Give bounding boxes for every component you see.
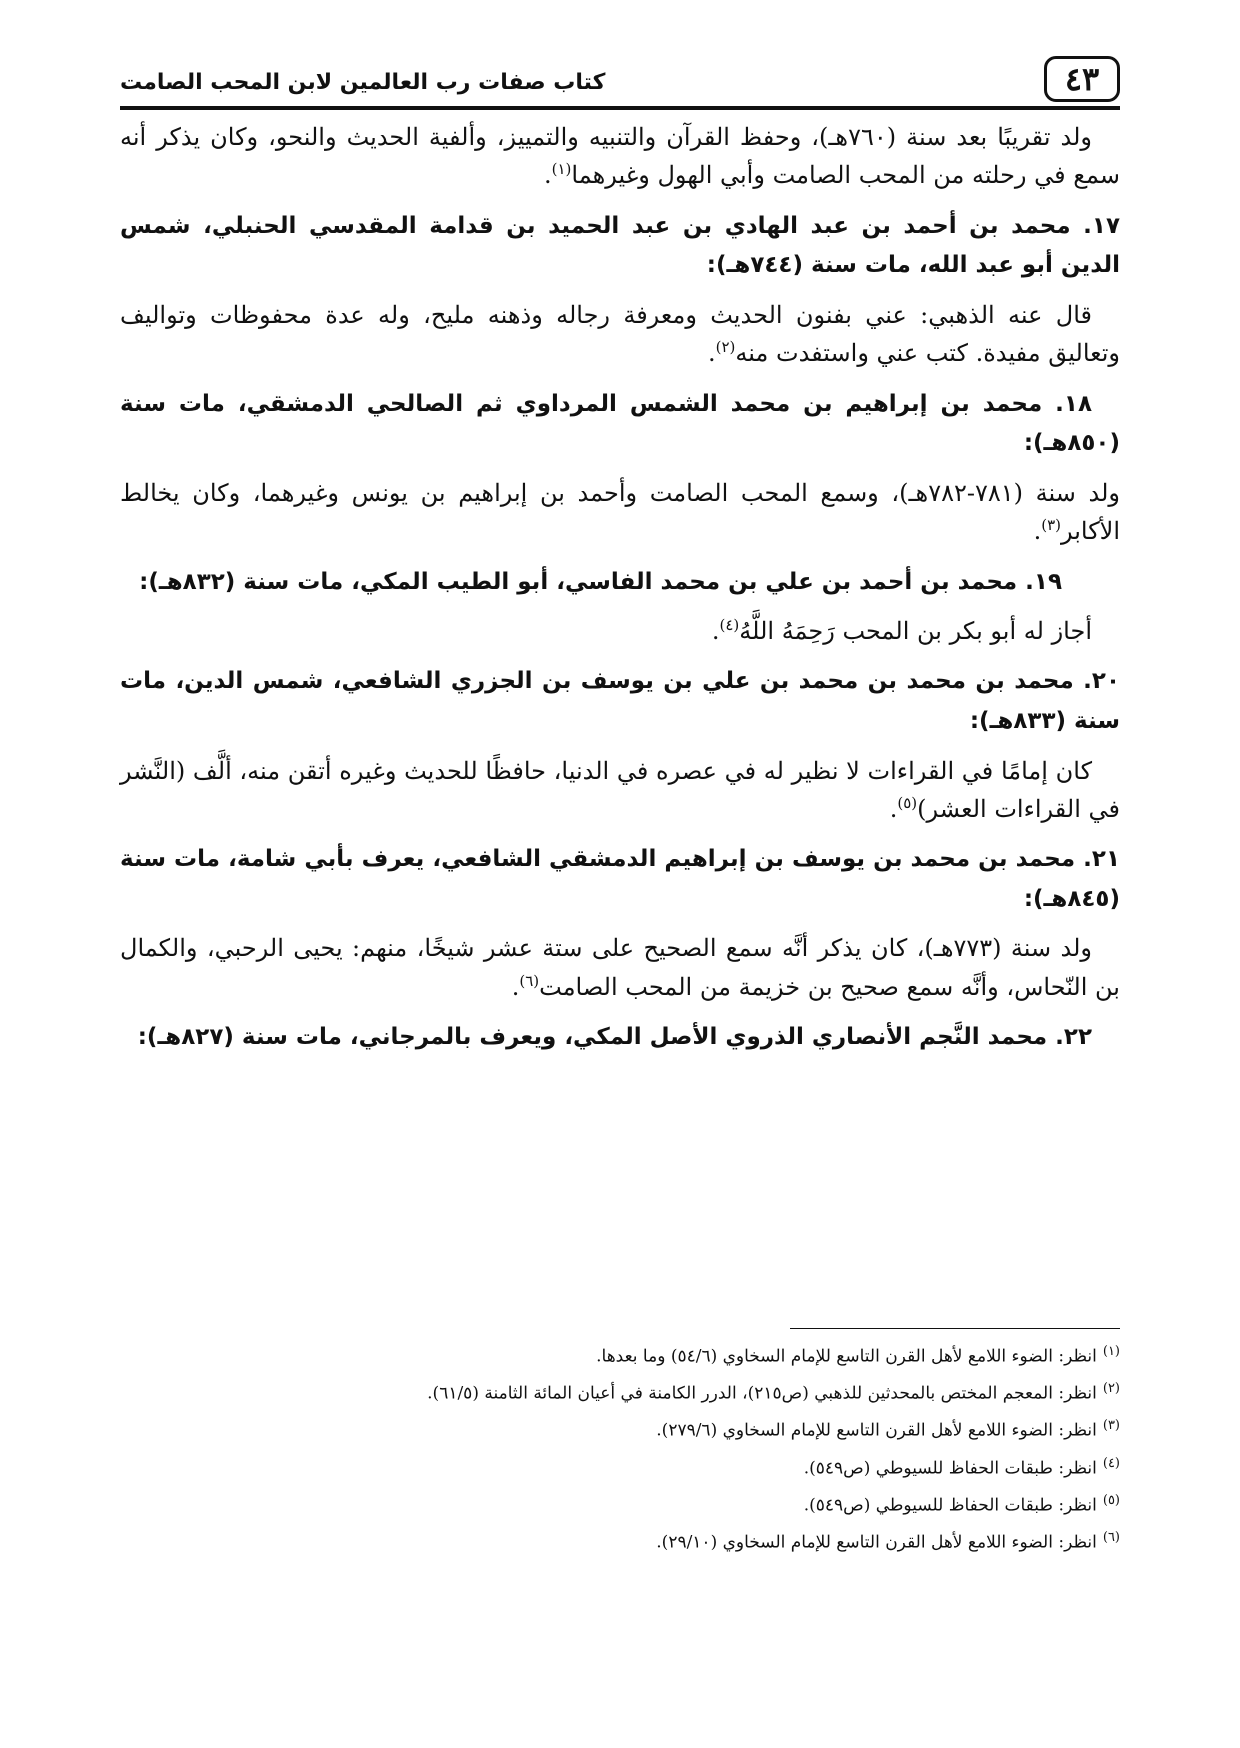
footnote-ref-1: (١): [551, 160, 572, 179]
paragraph-end: .: [543, 161, 552, 190]
running-title: كتاب صفات رب العالمين لابن المحب الصامت: [120, 70, 606, 95]
footnote-number: (٢): [1102, 1381, 1120, 1397]
footnote-number: (٣): [1102, 1418, 1120, 1434]
footnote-separator: [790, 1328, 1120, 1329]
entry-text-20: [120, 752, 1120, 829]
footnote-text: انظر: الضوء اللامع لأهل القرن التاسع للإمام السخاوي (٥٤/٦) وما بعدها.: [596, 1346, 1097, 1367]
footnote-ref-5: (٥): [897, 793, 918, 812]
footnote-number: (٤): [1102, 1455, 1120, 1471]
paragraph-text: ولد سنة (٧٨١-٧٨٢هـ)، وسمع المحب الصامت وأحمد بن إبراهيم بن يونس وغيرهما، وكان يخالط الأكابر: [120, 478, 1120, 546]
footnote-text: انظر: الضوء اللامع لأهل القرن التاسع للإمام السخاوي (٢٧٩/٦).: [656, 1421, 1097, 1442]
footnote-4: [120, 1450, 1120, 1487]
footnote-number: (٥): [1102, 1492, 1120, 1508]
footnote-2: [120, 1375, 1120, 1412]
footnote-ref-6: (٦): [519, 971, 540, 990]
entry-heading-17: ١٧. محمد بن أحمد بن عبد الهادي بن عبد الحميد بن قدامة المقدسي الحنبلي، شمس الدين أبو عبد الله، مات سنة (٧٤٤هـ):: [120, 212, 1120, 279]
footnotes: [120, 1338, 1120, 1561]
footnote-ref-3: (٣): [1041, 516, 1061, 535]
entry-heading-18: ١٨. محمد بن إبراهيم بن محمد الشمس المرداوي ثم الصالحي الدمشقي، مات سنة (٨٥٠هـ):: [120, 390, 1120, 457]
paragraph-end: .: [707, 339, 716, 368]
paragraph-text: ولد تقريبًا بعد سنة (٧٦٠هـ)، وحفظ القرآن والتنبيه والتمييز، وألفية الحديث والنحو، وكان يذكر أنه سمع في رحلته من المحب الصامت وأبي الهول وغيرهما: [120, 123, 1120, 190]
paragraph-text: أجاز له أبو بكر بن المحب رَحِمَهُ اللَّهُ: [739, 617, 1092, 646]
entry-heading-22: ٢٢. محمد النَّجم الأنصاري الذروي الأصل المكي، ويعرف بالمرجاني، مات سنة (٨٢٧هـ):: [137, 1024, 1092, 1051]
footnote-ref-2: (٢): [715, 338, 736, 357]
footnote-1: [120, 1338, 1120, 1375]
footnote-text: انظر: الضوء اللامع لأهل القرن التاسع للإمام السخاوي (٢٩/١٠).: [656, 1532, 1097, 1553]
entry-heading-20: ٢٠. محمد بن محمد بن محمد بن علي بن يوسف بن الجزري الشافعي، شمس الدين، مات سنة (٨٣٣هـ):: [120, 668, 1120, 735]
footnote-6: [120, 1524, 1120, 1561]
footnote-text: انظر: طبقات الحفاظ للسيوطي (ص٥٤٩).: [803, 1495, 1097, 1516]
entry-text-19: [120, 612, 1120, 650]
paragraph-end: .: [511, 972, 520, 1001]
paragraph-intro: [120, 118, 1120, 195]
entry-text-21: [120, 929, 1120, 1006]
page-header: [120, 48, 1120, 114]
footnote-5: [120, 1487, 1120, 1524]
page-number: ٤٣: [1044, 56, 1120, 102]
main-text: [120, 118, 1120, 1068]
entry-heading-21: ٢١. محمد بن محمد بن يوسف بن إبراهيم الدمشقي الشافعي، يعرف بأبي شامة، مات سنة (٨٤٥هـ):: [120, 846, 1120, 912]
entry-text-17: [120, 296, 1120, 373]
paragraph-end: .: [711, 617, 720, 646]
paragraph-text: ولد سنة (٧٧٣هـ)، كان يذكر أنَّه سمع الصحيح على ستة عشر شيخًا، منهم: يحيى الرحبي، والكمال بن النّحاس، وأنَّه سمع صحيح بن خزيمة من المحب الصامت: [120, 934, 1120, 1001]
footnote-text: انظر: المعجم المختص بالمحدثين للذهبي (ص٢١٥)، الدرر الكامنة في أعيان المائة الثامنة (٦١/٥).: [427, 1383, 1097, 1404]
entry-text-18: [120, 474, 1120, 551]
paragraph-end: .: [889, 794, 898, 823]
paragraph-text: قال عنه الذهبي: عني بفنون الحديث ومعرفة رجاله وذهنه مليح، وله عدة محفوظات وتواليف وتعاليق مفيدة. كتب عني واستفدت منه: [120, 300, 1120, 368]
footnote-number: (١): [1102, 1344, 1120, 1359]
footnote-3: [120, 1412, 1120, 1449]
footnote-number: (٦): [1102, 1530, 1120, 1546]
entry-heading-19: ١٩. محمد بن أحمد بن علي بن محمد الفاسي، أبو الطيب المكي، مات سنة (٨٣٢هـ):: [139, 568, 1062, 595]
footnote-ref-4: (٤): [719, 616, 740, 635]
header-rule: [120, 106, 1120, 110]
paragraph-text: كان إمامًا في القراءات لا نظير له في عصره في الدنيا، حافظًا للحديث وغيره أتقن منه، ألَّف (النَّشر في القراءات العشر): [120, 756, 1120, 823]
footnote-text: انظر: طبقات الحفاظ للسيوطي (ص٥٤٩).: [803, 1458, 1097, 1479]
paragraph-end: .: [1033, 517, 1042, 546]
